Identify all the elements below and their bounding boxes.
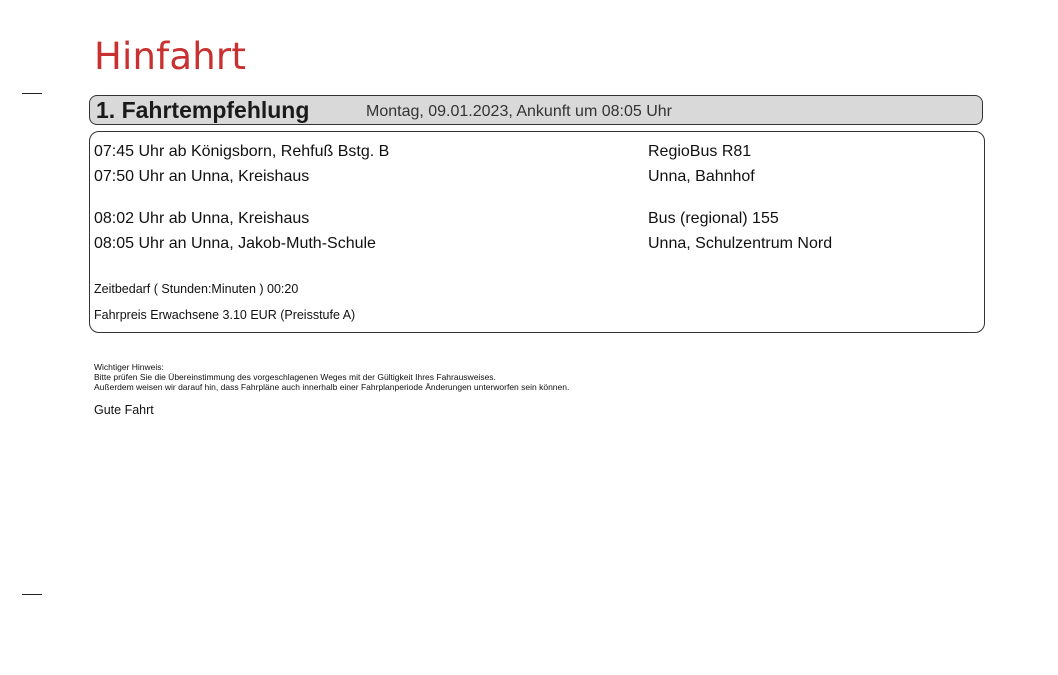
notice-line-2: Außerdem weisen wir darauf hin, dass Fahrpläne auch innerhalb einer Fahrplanperiode Änderungen unterworfen sein können.	[94, 382, 570, 392]
notice-line-1: Bitte prüfen Sie die Übereinstimmung des vorgeschlagenen Weges mit der Gültigkeit Ihres Fahrausweises.	[94, 372, 496, 382]
duration-info: Zeitbedarf ( Stunden:Minuten ) 00:20	[94, 282, 299, 296]
recommendation-header	[89, 95, 983, 125]
leg-1-arrival: 07:50 Uhr an Unna, Kreishaus	[94, 168, 310, 185]
page-title: Hinfahrt	[94, 35, 247, 78]
leg-1-departure: 07:45 Uhr ab Königsborn, Rehfuß Bstg. B	[94, 143, 390, 160]
recommendation-details	[89, 131, 985, 333]
fare-info: Fahrpreis Erwachsene 3.10 EUR (Preisstufe A)	[94, 308, 356, 322]
important-notice	[94, 362, 569, 392]
leg-2-departure: 08:02 Uhr ab Unna, Kreishaus	[94, 210, 310, 227]
leg-2-arrival: 08:05 Uhr an Unna, Jakob-Muth-Schule	[94, 235, 376, 252]
notice-heading: Wichtiger Hinweis:	[94, 362, 164, 372]
fold-mark-bottom	[22, 594, 42, 595]
farewell-text: Gute Fahrt	[94, 403, 154, 417]
leg-2-line: Bus (regional) 155	[648, 210, 779, 227]
leg-1-direction: Unna, Bahnhof	[648, 168, 755, 185]
recommendation-title: 1. Fahrtempfehlung	[96, 97, 310, 123]
fold-mark-top	[22, 93, 42, 94]
leg-1-line: RegioBus R81	[648, 143, 752, 160]
leg-2-direction: Unna, Schulzentrum Nord	[648, 235, 833, 252]
recommendation-date: Montag, 09.01.2023, Ankunft um 08:05 Uhr	[366, 103, 672, 120]
